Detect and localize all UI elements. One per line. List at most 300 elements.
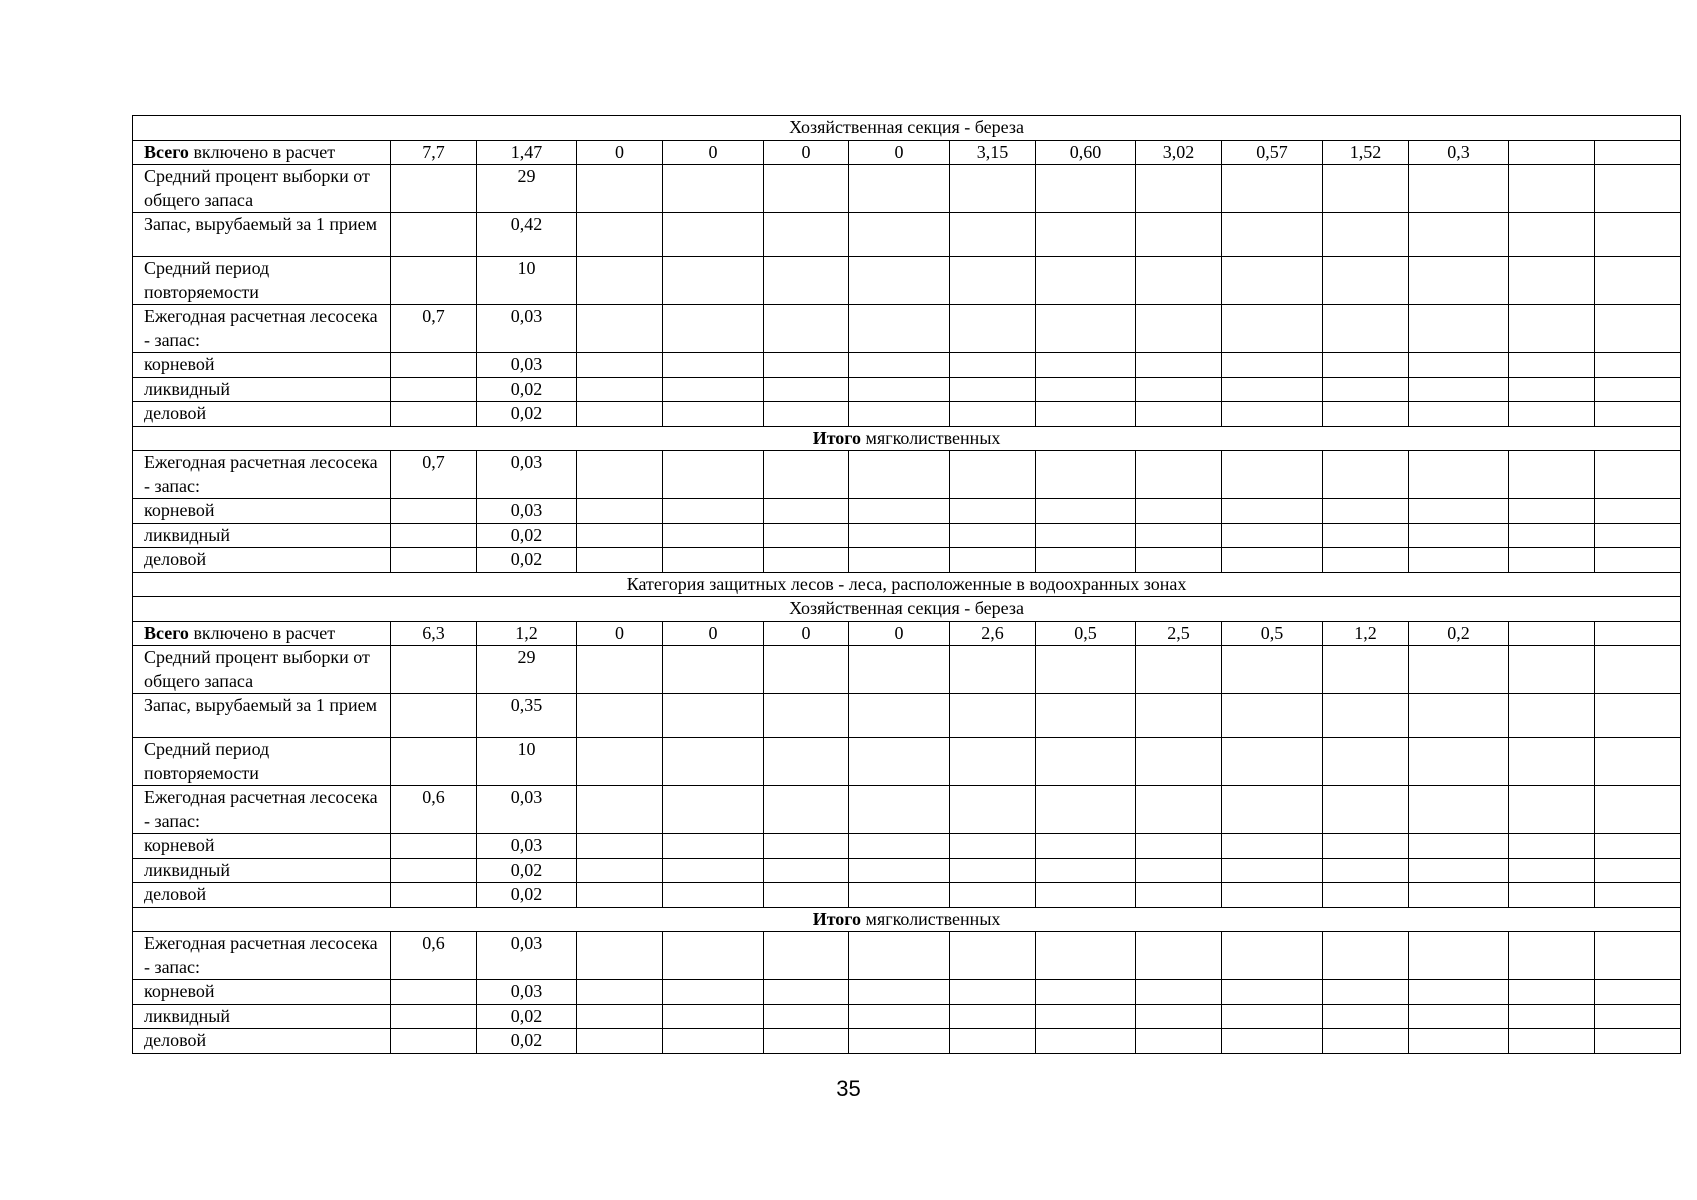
value-cell — [1036, 548, 1136, 573]
value-cell — [1509, 621, 1595, 646]
value-cell — [663, 646, 764, 694]
value-cell — [577, 353, 663, 378]
subtotal-header — [133, 907, 1681, 932]
value-cell — [1595, 646, 1681, 694]
value-cell — [764, 257, 849, 305]
value-cell — [663, 165, 764, 213]
value-cell — [1222, 548, 1323, 573]
value-cell: 0 — [849, 621, 950, 646]
value-cell: 0,60 — [1036, 140, 1136, 165]
table-row — [133, 305, 1681, 353]
value-cell — [1409, 451, 1509, 499]
value-cell — [1036, 646, 1136, 694]
row-label: ликвидный — [133, 377, 391, 402]
subtotal-header-row — [133, 907, 1681, 932]
table-row — [133, 834, 1681, 859]
total-row — [133, 140, 1681, 165]
value-cell — [1222, 523, 1323, 548]
value-cell — [577, 1029, 663, 1054]
value-cell — [1409, 646, 1509, 694]
value-cell — [950, 402, 1036, 427]
value-cell — [950, 694, 1036, 738]
value-cell — [1509, 213, 1595, 257]
value-cell — [950, 646, 1036, 694]
value-cell — [1323, 834, 1409, 859]
value-cell — [950, 451, 1036, 499]
value-cell: 7,7 — [391, 140, 477, 165]
value-cell — [1323, 548, 1409, 573]
value-cell: 1,2 — [477, 621, 577, 646]
value-cell — [1136, 499, 1222, 524]
value-cell — [1409, 932, 1509, 980]
section-header-row — [133, 597, 1681, 622]
value-cell — [391, 213, 477, 257]
value-cell — [764, 523, 849, 548]
value-cell — [950, 353, 1036, 378]
value-cell — [1222, 451, 1323, 499]
value-cell — [577, 694, 663, 738]
value-cell — [1136, 1029, 1222, 1054]
value-cell — [1136, 834, 1222, 859]
row-label: деловой — [133, 548, 391, 573]
value-cell — [1323, 1004, 1409, 1029]
value-cell — [577, 834, 663, 859]
value-cell — [1509, 932, 1595, 980]
value-cell: 1,2 — [1323, 621, 1409, 646]
value-cell — [849, 353, 950, 378]
table-row — [133, 932, 1681, 980]
value-cell — [663, 883, 764, 908]
value-cell — [577, 451, 663, 499]
value-cell — [391, 1004, 477, 1029]
value-cell — [1409, 548, 1509, 573]
value-cell — [577, 257, 663, 305]
table-row — [133, 213, 1681, 257]
value-cell — [577, 402, 663, 427]
total-row — [133, 621, 1681, 646]
value-cell — [1222, 1029, 1323, 1054]
value-cell: 6,3 — [391, 621, 477, 646]
row-label: Ежегодная расчетная лесосека - запас: — [133, 451, 391, 499]
value-cell — [663, 377, 764, 402]
value-cell — [1409, 1004, 1509, 1029]
value-cell — [1136, 402, 1222, 427]
value-cell — [391, 523, 477, 548]
value-cell: 29 — [477, 646, 577, 694]
value-cell — [1136, 377, 1222, 402]
section-header: Хозяйственная секция - береза — [133, 597, 1681, 622]
value-cell — [663, 1004, 764, 1029]
value-cell: 29 — [477, 165, 577, 213]
value-cell — [577, 165, 663, 213]
value-cell — [391, 646, 477, 694]
value-cell — [764, 834, 849, 859]
value-cell — [391, 353, 477, 378]
value-cell — [1509, 305, 1595, 353]
value-cell — [849, 305, 950, 353]
row-label-rest: включено в расчет — [188, 141, 336, 162]
value-cell — [1509, 377, 1595, 402]
value-cell: 10 — [477, 738, 577, 786]
value-cell — [1509, 1029, 1595, 1054]
value-cell: 0,02 — [477, 1029, 577, 1054]
table-row — [133, 377, 1681, 402]
row-label: ликвидный — [133, 858, 391, 883]
value-cell — [1036, 1004, 1136, 1029]
value-cell — [391, 257, 477, 305]
forest-calculation-table — [132, 115, 1681, 1054]
value-cell — [849, 523, 950, 548]
value-cell — [663, 451, 764, 499]
row-label: корневой — [133, 499, 391, 524]
value-cell — [764, 213, 849, 257]
value-cell — [849, 451, 950, 499]
value-cell: 0 — [663, 621, 764, 646]
table-body — [133, 116, 1681, 1054]
value-cell — [577, 548, 663, 573]
value-cell: 0,03 — [477, 786, 577, 834]
value-cell — [1323, 858, 1409, 883]
value-cell: 0,03 — [477, 834, 577, 859]
value-cell — [1323, 451, 1409, 499]
value-cell — [1222, 402, 1323, 427]
value-cell — [764, 883, 849, 908]
value-cell — [1036, 786, 1136, 834]
value-cell — [1136, 786, 1222, 834]
value-cell — [849, 377, 950, 402]
row-label: Запас, вырубаемый за 1 прием — [133, 694, 391, 738]
value-cell — [1036, 834, 1136, 859]
value-cell — [1222, 883, 1323, 908]
value-cell — [1222, 353, 1323, 378]
value-cell: 0,03 — [477, 451, 577, 499]
value-cell — [1136, 646, 1222, 694]
value-cell — [1409, 213, 1509, 257]
value-cell — [1222, 305, 1323, 353]
value-cell — [391, 165, 477, 213]
value-cell — [1409, 980, 1509, 1005]
value-cell — [764, 451, 849, 499]
value-cell — [764, 738, 849, 786]
value-cell: 0,03 — [477, 980, 577, 1005]
table-row — [133, 499, 1681, 524]
document-page — [132, 115, 1681, 1054]
value-cell — [849, 980, 950, 1005]
value-cell — [1323, 523, 1409, 548]
row-label: деловой — [133, 883, 391, 908]
value-cell: 0,3 — [1409, 140, 1509, 165]
value-cell — [1595, 213, 1681, 257]
value-cell — [849, 932, 950, 980]
value-cell — [663, 305, 764, 353]
value-cell — [1509, 738, 1595, 786]
value-cell: 0,03 — [477, 932, 577, 980]
value-cell — [764, 305, 849, 353]
value-cell — [1036, 402, 1136, 427]
value-cell — [1509, 858, 1595, 883]
value-cell — [1323, 1029, 1409, 1054]
value-cell: 0 — [663, 140, 764, 165]
row-label: корневой — [133, 834, 391, 859]
value-cell — [1222, 499, 1323, 524]
value-cell — [1509, 140, 1595, 165]
value-cell — [950, 548, 1036, 573]
row-label-rest: включено в расчет — [188, 622, 336, 643]
value-cell — [1036, 213, 1136, 257]
value-cell — [1036, 980, 1136, 1005]
value-cell — [1323, 786, 1409, 834]
value-cell — [1323, 694, 1409, 738]
value-cell: 0,02 — [477, 377, 577, 402]
value-cell — [1409, 257, 1509, 305]
value-cell — [849, 738, 950, 786]
value-cell: 2,5 — [1136, 621, 1222, 646]
value-cell — [950, 213, 1036, 257]
section-header: Хозяйственная секция - береза — [133, 116, 1681, 141]
value-cell — [1323, 932, 1409, 980]
value-cell — [1509, 646, 1595, 694]
table-row — [133, 694, 1681, 738]
value-cell — [577, 786, 663, 834]
value-cell — [1509, 499, 1595, 524]
value-cell — [849, 402, 950, 427]
value-cell — [1036, 165, 1136, 213]
value-cell: 0 — [764, 621, 849, 646]
value-cell — [1323, 213, 1409, 257]
row-label — [133, 621, 391, 646]
value-cell — [577, 1004, 663, 1029]
value-cell — [1509, 165, 1595, 213]
value-cell — [391, 377, 477, 402]
value-cell — [1323, 738, 1409, 786]
value-cell — [1509, 353, 1595, 378]
value-cell — [1222, 257, 1323, 305]
value-cell — [764, 1029, 849, 1054]
value-cell: 0,02 — [477, 548, 577, 573]
subtotal-header-rest: мягколиственных — [861, 427, 1001, 448]
value-cell: 0,02 — [477, 523, 577, 548]
value-cell — [1409, 738, 1509, 786]
value-cell — [1323, 305, 1409, 353]
value-cell — [1323, 165, 1409, 213]
value-cell — [1409, 883, 1509, 908]
row-label: ликвидный — [133, 1004, 391, 1029]
value-cell — [391, 858, 477, 883]
value-cell — [1323, 257, 1409, 305]
value-cell — [1036, 257, 1136, 305]
value-cell — [1595, 932, 1681, 980]
row-label: Средний период повторяемости — [133, 257, 391, 305]
value-cell — [764, 165, 849, 213]
value-cell — [849, 858, 950, 883]
value-cell — [950, 165, 1036, 213]
value-cell — [1595, 548, 1681, 573]
row-label: Средний процент выборки от общего запаса — [133, 165, 391, 213]
value-cell — [764, 646, 849, 694]
value-cell: 0 — [577, 140, 663, 165]
value-cell — [1409, 353, 1509, 378]
value-cell — [577, 377, 663, 402]
subtotal-header-row — [133, 426, 1681, 451]
value-cell — [1509, 523, 1595, 548]
value-cell: 1,52 — [1323, 140, 1409, 165]
table-row — [133, 1029, 1681, 1054]
value-cell — [1595, 165, 1681, 213]
value-cell — [1323, 499, 1409, 524]
value-cell: 0,5 — [1222, 621, 1323, 646]
row-label: Запас, вырубаемый за 1 прием — [133, 213, 391, 257]
value-cell — [1036, 305, 1136, 353]
value-cell: 0 — [764, 140, 849, 165]
value-cell — [1036, 499, 1136, 524]
value-cell — [764, 377, 849, 402]
value-cell — [577, 213, 663, 257]
value-cell — [950, 883, 1036, 908]
value-cell — [1323, 646, 1409, 694]
value-cell — [950, 1029, 1036, 1054]
table-row — [133, 548, 1681, 573]
value-cell: 0,02 — [477, 402, 577, 427]
value-cell: 0 — [849, 140, 950, 165]
value-cell — [1409, 786, 1509, 834]
value-cell — [950, 834, 1036, 859]
row-label: деловой — [133, 1029, 391, 1054]
value-cell — [1136, 523, 1222, 548]
value-cell — [1136, 305, 1222, 353]
section-header: Категория защитных лесов - леса, расположенные в водоохранных зонах — [133, 572, 1681, 597]
value-cell — [1136, 165, 1222, 213]
value-cell — [1595, 786, 1681, 834]
value-cell — [1595, 694, 1681, 738]
value-cell — [1036, 932, 1136, 980]
value-cell — [1136, 213, 1222, 257]
value-cell: 2,6 — [950, 621, 1036, 646]
value-cell — [577, 523, 663, 548]
subtotal-header-rest: мягколиственных — [861, 908, 1001, 929]
value-cell — [391, 1029, 477, 1054]
value-cell — [1409, 165, 1509, 213]
row-label — [133, 140, 391, 165]
value-cell — [1222, 694, 1323, 738]
value-cell — [1136, 980, 1222, 1005]
value-cell — [1409, 499, 1509, 524]
value-cell — [1222, 834, 1323, 859]
table-row — [133, 738, 1681, 786]
value-cell: 0,7 — [391, 305, 477, 353]
value-cell — [391, 402, 477, 427]
value-cell — [1222, 165, 1323, 213]
value-cell: 3,15 — [950, 140, 1036, 165]
value-cell — [1595, 377, 1681, 402]
value-cell — [1509, 1004, 1595, 1029]
value-cell — [950, 738, 1036, 786]
value-cell: 0,35 — [477, 694, 577, 738]
value-cell — [849, 834, 950, 859]
value-cell — [1136, 1004, 1222, 1029]
value-cell — [1136, 932, 1222, 980]
value-cell — [1595, 834, 1681, 859]
value-cell — [849, 883, 950, 908]
value-cell: 0,6 — [391, 932, 477, 980]
row-label: Ежегодная расчетная лесосека - запас: — [133, 932, 391, 980]
value-cell: 0,03 — [477, 499, 577, 524]
value-cell — [1323, 353, 1409, 378]
value-cell — [577, 883, 663, 908]
value-cell: 10 — [477, 257, 577, 305]
value-cell — [663, 786, 764, 834]
value-cell — [1136, 694, 1222, 738]
value-cell — [1595, 621, 1681, 646]
value-cell: 0,5 — [1036, 621, 1136, 646]
value-cell — [1036, 883, 1136, 908]
row-label: Ежегодная расчетная лесосека - запас: — [133, 786, 391, 834]
value-cell — [1509, 980, 1595, 1005]
value-cell — [663, 213, 764, 257]
subtotal-header-bold: Итого — [812, 908, 862, 929]
value-cell — [950, 932, 1036, 980]
value-cell — [1036, 1029, 1136, 1054]
value-cell — [1509, 694, 1595, 738]
value-cell — [1409, 523, 1509, 548]
value-cell — [1595, 523, 1681, 548]
value-cell — [577, 738, 663, 786]
value-cell: 0,02 — [477, 883, 577, 908]
value-cell — [1409, 834, 1509, 859]
value-cell — [950, 786, 1036, 834]
value-cell — [764, 402, 849, 427]
value-cell — [1036, 694, 1136, 738]
value-cell — [663, 523, 764, 548]
value-cell — [849, 548, 950, 573]
value-cell — [1136, 353, 1222, 378]
value-cell — [663, 738, 764, 786]
value-cell — [1509, 834, 1595, 859]
value-cell — [1222, 980, 1323, 1005]
value-cell — [1509, 883, 1595, 908]
value-cell — [577, 980, 663, 1005]
value-cell — [663, 402, 764, 427]
value-cell — [1595, 883, 1681, 908]
value-cell — [849, 1029, 950, 1054]
row-label: Ежегодная расчетная лесосека - запас: — [133, 305, 391, 353]
value-cell — [663, 694, 764, 738]
subtotal-header-bold: Итого — [812, 427, 862, 448]
value-cell — [663, 548, 764, 573]
value-cell — [1509, 786, 1595, 834]
value-cell — [1136, 738, 1222, 786]
value-cell — [663, 834, 764, 859]
value-cell — [849, 213, 950, 257]
row-label: деловой — [133, 402, 391, 427]
value-cell — [577, 858, 663, 883]
table-row — [133, 980, 1681, 1005]
value-cell — [1323, 980, 1409, 1005]
table-row — [133, 858, 1681, 883]
value-cell — [1136, 858, 1222, 883]
value-cell — [764, 786, 849, 834]
value-cell — [950, 858, 1036, 883]
table-row — [133, 165, 1681, 213]
value-cell — [1323, 883, 1409, 908]
value-cell — [391, 694, 477, 738]
table-row — [133, 883, 1681, 908]
value-cell — [849, 1004, 950, 1029]
value-cell — [391, 738, 477, 786]
value-cell — [1509, 402, 1595, 427]
value-cell: 0,2 — [1409, 621, 1509, 646]
value-cell — [1222, 738, 1323, 786]
value-cell — [1036, 377, 1136, 402]
